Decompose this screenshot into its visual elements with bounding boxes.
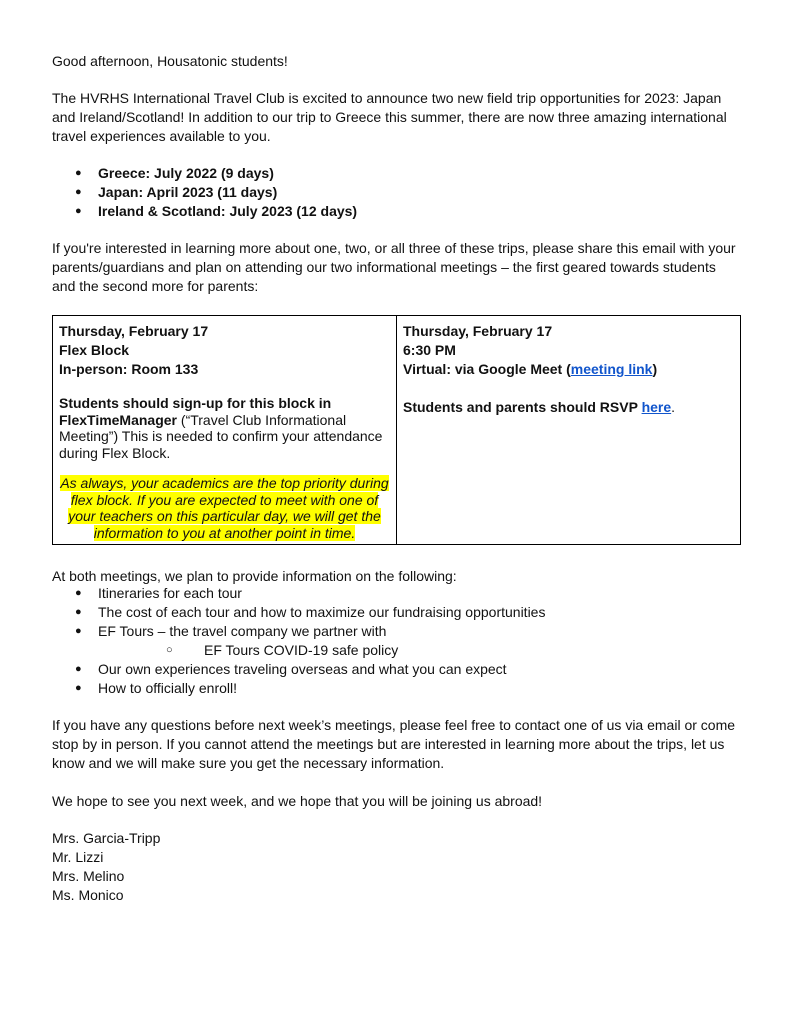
parent-meeting-cell xyxy=(397,316,740,544)
rsvp-line: Students and parents should RSVP here. xyxy=(403,399,676,415)
rsvp-link[interactable]: here xyxy=(641,399,672,415)
trip-item: ● Greece: July 2022 (9 days) xyxy=(52,164,357,183)
questions-paragraph: If you have any questions before next week’s meetings, please feel free to contact one of us via email or come stop by in person. If you cannot attend the meetings but are interested in learning more about the trips, let us know and we will make sure you get the necessary information. xyxy=(52,717,736,771)
signature-name: Mrs. Melino xyxy=(52,868,125,884)
topic-item: ● Itineraries for each tour xyxy=(52,584,545,603)
student-meeting-cell xyxy=(53,316,397,544)
topics-intro: At both meetings, we plan to provide information on the following: xyxy=(52,568,457,584)
signatures xyxy=(52,829,160,905)
signature-name: Mrs. Garcia-Tripp xyxy=(52,830,161,846)
topics-list xyxy=(52,584,545,698)
topic-item: ● The cost of each tour and how to maximize our fundraising opportunities xyxy=(52,603,545,622)
trip-item: ● Ireland & Scotland: July 2023 (12 days) xyxy=(52,202,357,221)
greeting: Good afternoon, Housatonic students! xyxy=(52,53,288,69)
student-meeting-time: Flex Block xyxy=(59,342,130,358)
topic-item: ● How to officially enroll! xyxy=(52,679,545,698)
signup-note xyxy=(59,395,390,461)
topic-item: ● Our own experiences traveling overseas and what you can expect xyxy=(52,660,545,679)
invite-paragraph: If you're interested in learning more about one, two, or all three of these trips, please share this email with your parents/guardians and plan on attending our two informational meetings – the first geared towards students and the second more for parents: xyxy=(52,240,736,294)
parent-meeting-time: 6:30 PM xyxy=(403,342,456,358)
closing-paragraph: We hope to see you next week, and we hope that you will be joining us abroad! xyxy=(52,793,543,809)
subtopic-item: ○ EF Tours COVID-19 safe policy xyxy=(98,641,545,660)
student-meeting-location: In-person: Room 133 xyxy=(59,361,199,377)
meeting-link[interactable]: meeting link xyxy=(570,361,653,377)
signature-name: Ms. Monico xyxy=(52,887,124,903)
trip-list xyxy=(52,164,357,221)
student-meeting-date: Thursday, February 17 xyxy=(59,323,209,339)
academics-note-text: As always, your academics are the top priority during flex block. If you are expected to meet with one of your teachers on this particular day, we will get the information to you at another point in time. xyxy=(60,475,389,541)
parent-meeting-location: Virtual: via Google Meet (meeting link) xyxy=(403,361,658,377)
academics-note xyxy=(59,475,390,541)
signup-note-bold: Students should sign-up for this block in FlexTimeManager xyxy=(59,395,332,428)
subtopic-list xyxy=(98,641,545,660)
parent-meeting-date: Thursday, February 17 xyxy=(403,323,553,339)
topic-item: ● EF Tours – the travel company we partner with ○ EF Tours COVID-19 safe policy xyxy=(52,622,545,660)
trip-item: ● Japan: April 2023 (11 days) xyxy=(52,183,357,202)
signup-note-rest: (“Travel Club Informational Meeting”) This is needed to confirm your attendance during Flex Block. xyxy=(59,411,383,461)
intro-paragraph: The HVRHS International Travel Club is excited to announce two new field trip opportunities for 2023: Japan and Ireland/Scotland! In addition to our trip to Greece this summer, there are now three amazing international travel experiences available to you. xyxy=(52,90,727,144)
meetings-table xyxy=(52,315,741,545)
signature-name: Mr. Lizzi xyxy=(52,849,104,865)
